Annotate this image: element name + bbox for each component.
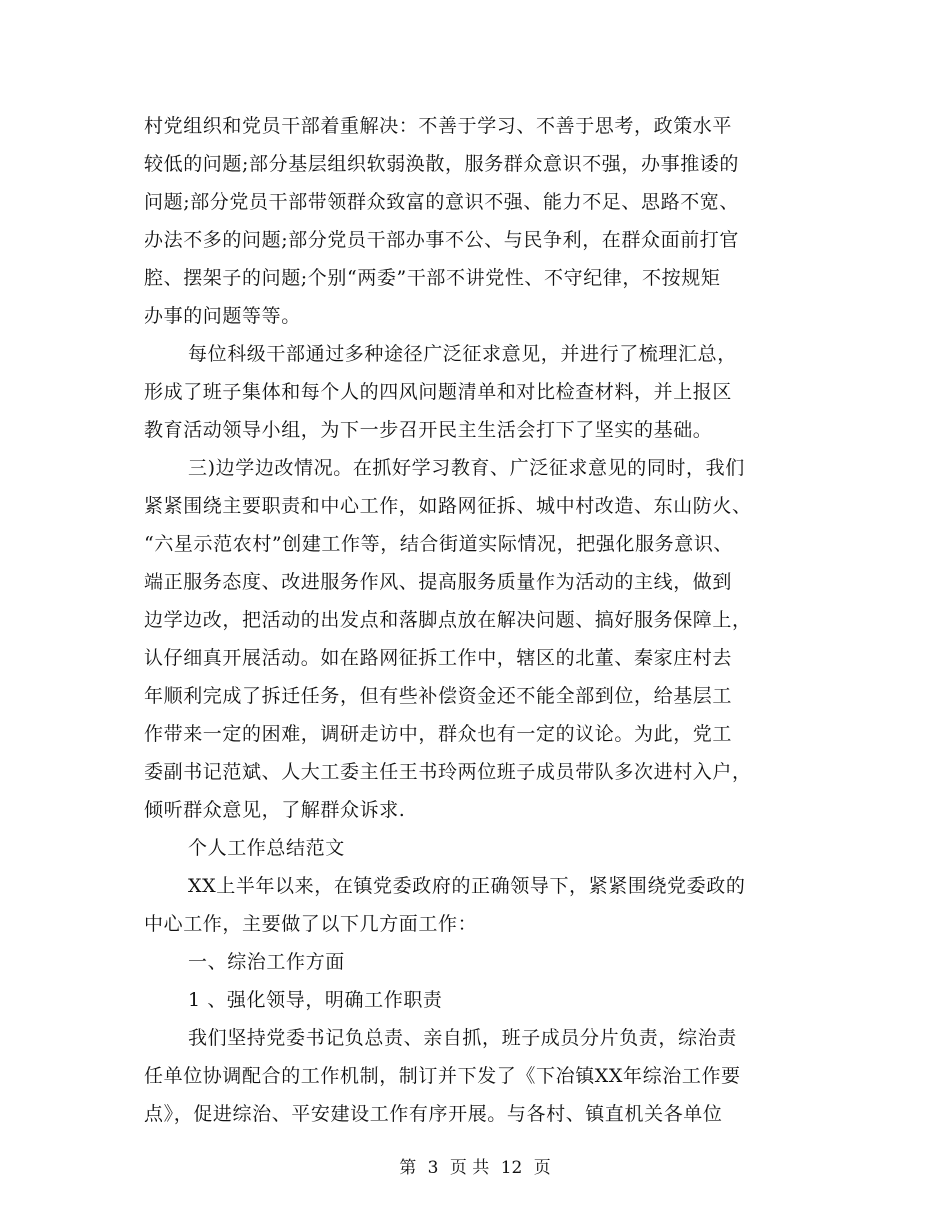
text-line: 边学边改，把活动的出发点和落脚点放在解决问题、搞好服务保障上， [144, 609, 752, 631]
section-heading: 个人工作总结范文 [188, 837, 345, 859]
subheading: 一、综治工作方面 [188, 951, 345, 973]
text-line: 三)边学边改情况。在抓好学习教育、广泛征求意见的同时，我们 [188, 457, 745, 479]
text-line: 委副书记范斌、人大工委主任王书玲两位班子成员带队多次进村入户， [144, 761, 752, 783]
text-line: 村党组织和党员干部着重解决：不善于学习、不善于思考，政策水平 [144, 115, 733, 137]
text-line: 形成了班子集体和每个人的四风问题清单和对比检查材料，并上报区 [144, 381, 733, 403]
text-line: 办事的问题等等。 [144, 305, 301, 327]
subheading: 1 、强化领导，明确工作职责 [188, 989, 443, 1011]
text-line: 每位科级干部通过多种途径广泛征求意见，并进行了梳理汇总， [188, 343, 737, 365]
text-line: 端正服务态度、改进服务作风、提高服务质量作为活动的主线，做到 [144, 571, 733, 593]
text-line: 较低的问题;部分基层组织软弱涣散，服务群众意识不强，办事推诿的 [144, 153, 740, 175]
total-page-count: 12 [500, 1158, 523, 1178]
text-line: 作带来一定的困难，调研走访中，群众也有一定的议论。为此，党工 [144, 723, 733, 745]
text-line: 教育活动领导小组，为下一步召开民主生活会打下了坚实的基础。 [144, 419, 713, 441]
text-line: 我们坚持党委书记负总责、亲自抓，班子成员分片负责，综治责 [188, 1027, 737, 1049]
page-footer [0, 1157, 950, 1179]
text-line: 腔、摆架子的问题;个别“两委”干部不讲党性、不守纪律，不按规矩 [144, 267, 721, 289]
text-line: 年顺利完成了拆迁任务，但有些补偿资金还不能全部到位，给基层工 [144, 685, 733, 707]
text-line: XX上半年以来，在镇党委政府的正确领导下，紧紧围绕党委政的 [188, 875, 746, 897]
text-line: “六星示范农村”创建工作等，结合街道实际情况，把强化服务意识、 [144, 533, 734, 555]
text-line: 中心工作，主要做了以下几方面工作： [144, 913, 478, 935]
footer-suffix: 页 [533, 1158, 551, 1178]
footer-middle: 页 共 [449, 1158, 490, 1178]
current-page-number: 3 [427, 1158, 439, 1178]
footer-prefix: 第 [399, 1158, 417, 1178]
text-line: 点》，促进综治、平安建设工作有序开展。与各村、镇直机关各单位 [144, 1103, 723, 1125]
text-line: 办法不多的问题;部分党员干部办事不公、与民争利，在群众面前打官 [144, 229, 740, 251]
text-line: 问题;部分党员干部带领群众致富的意识不强、能力不足、思路不宽、 [144, 191, 740, 213]
text-line: 紧紧围绕主要职责和中心工作，如路网征拆、城中村改造、东山防火、 [144, 495, 752, 517]
text-line: 任单位协调配合的工作机制，制订并下发了《下冶镇XX年综治工作要 [144, 1065, 741, 1087]
text-line: 认仔细真开展活动。如在路网征拆工作中，辖区的北董、秦家庄村去 [144, 647, 733, 669]
text-line: 倾听群众意见，了解群众诉求. [144, 799, 406, 821]
